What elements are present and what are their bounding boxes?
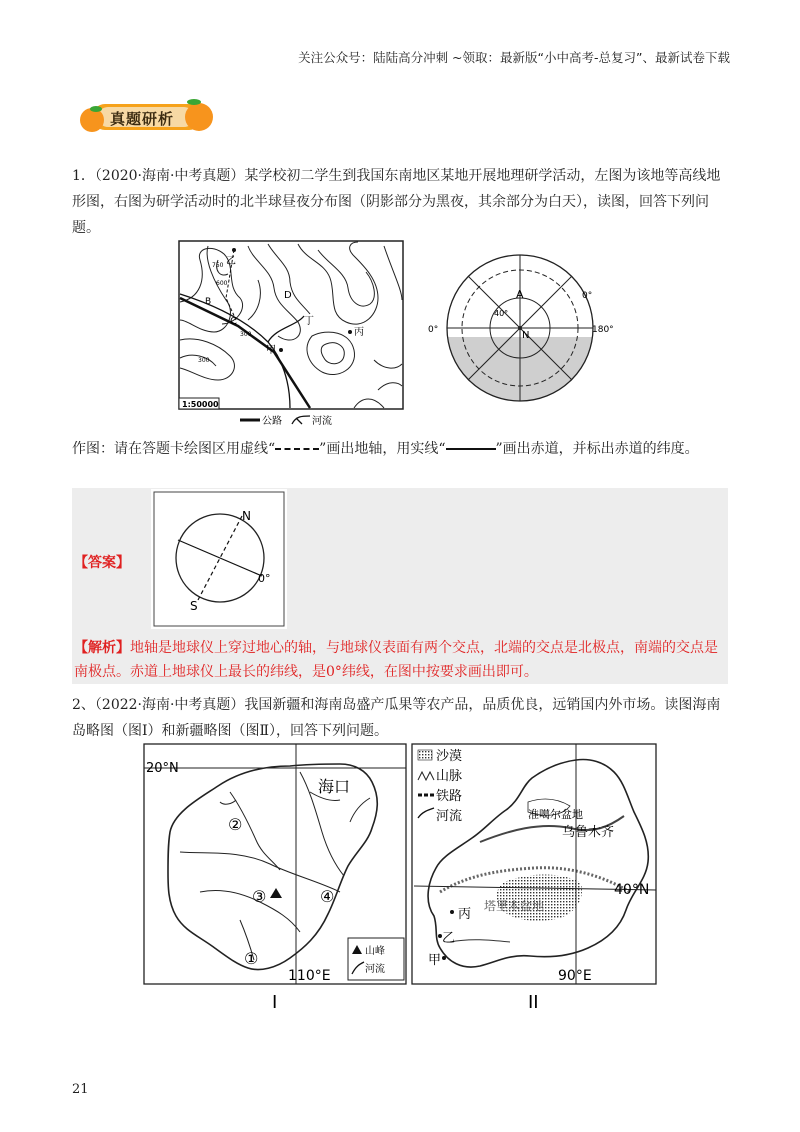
dashed-line-sample (275, 448, 319, 450)
polar-label-180: 180° (592, 325, 614, 335)
answer-label: 【答案】 (74, 555, 130, 571)
label-b: B (205, 297, 212, 307)
polar-label-n: N (522, 330, 530, 341)
hainan-lon-label: 110°E (288, 968, 331, 984)
region-4: ④ (320, 887, 335, 906)
question-1-text: 1．（2020·海南·中考真题）某学校初二学生到我国东南地区某地开展地理研学活动，左图为该地等高线地形图，右图为研学活动时的北半球昼夜分布图（阴影部分为黑夜，其余部分为白天），读图，回答下列问题。 (72, 168, 721, 236)
label-bing: 丙 (354, 327, 364, 338)
answer-label-0: 0° (258, 572, 271, 585)
legend-road-label: 公路 (262, 416, 282, 426)
night-area (444, 337, 604, 416)
task-text-2: ”画出地轴，用实线“ (319, 441, 446, 457)
region-3: ③ (252, 887, 267, 906)
legend-desert-label: 沙漠 (436, 749, 463, 764)
answer-label-n: N (242, 509, 251, 523)
legend-desert-icon (418, 750, 432, 760)
figure-1-caption: I (272, 992, 278, 1013)
label-jia: 甲 (266, 345, 276, 356)
legend-railway-label: 铁路 (436, 789, 463, 804)
legend-mountain-label: 山脉 (436, 769, 463, 784)
junggar-label: 准噶尔盆地 (528, 808, 583, 821)
task-text-1: 作图：请在答题卡绘图区用虚线“ (72, 441, 276, 457)
figure-2-caption: II (528, 992, 539, 1013)
haikou-label: 海口 (318, 777, 351, 796)
polar-day-night-map (424, 246, 614, 416)
label-300b: 300 (198, 357, 210, 364)
analysis-label: 【解析】 (74, 640, 130, 656)
analysis-body: 地轴是地球仪上穿过地心的轴，与地球仪表面有两个交点，北端的交点是北极点，南端的交点是南极点。赤道上地球仪上最长的纬线，是0°纬线，在图中按要求画出即可。 (74, 640, 718, 680)
legend-river-label-2: 河流 (436, 809, 463, 824)
orange-left-icon (78, 104, 108, 134)
label-yi: 乙 (226, 256, 236, 267)
legend-river-label-1: 河流 (365, 964, 385, 975)
polar-label-40: 40° (494, 309, 509, 318)
hainan-map (140, 742, 410, 1014)
legend-peak-label: 山峰 (365, 946, 385, 957)
xinjiang-lon-label: 90°E (558, 968, 592, 984)
analysis-text (74, 636, 728, 684)
legend-river-symbol (292, 416, 310, 424)
answer-label-s: S (190, 599, 198, 613)
xinjiang-map (410, 742, 658, 1014)
orange-right-icon (182, 96, 216, 132)
polar-label-0-left: 0° (428, 325, 439, 335)
page-number: 21 (72, 1082, 89, 1097)
question-2-text: 2、（2022·海南·中考真题）我国新疆和海南岛盛产瓜果等农产品，品质优良，远销国内外市场。读图海南岛略图（图Ⅰ）和新疆略图（图Ⅱ），回答下列问题。 (72, 697, 721, 739)
tarim-label: 塔里木盆地 (484, 899, 545, 913)
polar-label-a: A (516, 288, 524, 301)
legend-river-label: 河流 (312, 416, 332, 426)
region-1: ① (244, 949, 259, 968)
contour-map (178, 240, 414, 426)
label-c: C (230, 316, 237, 327)
task-text-3: ”画出赤道，并标出赤道的纬度。 (495, 441, 699, 457)
polar-label-0-top: 0° (582, 291, 593, 301)
map-scale: 1:50000 (182, 400, 219, 409)
region-2: ② (228, 815, 243, 834)
label-600: 600 (216, 280, 228, 287)
hainan-lat-label: 20°N (146, 761, 179, 776)
place-jia: 甲 (428, 953, 442, 968)
solid-line-sample (446, 448, 496, 450)
label-d: D (284, 290, 292, 301)
place-bing: 丙 (458, 907, 472, 922)
urumqi-label: 乌鲁木齐 (562, 825, 615, 840)
xinjiang-lat-label: 40°N (614, 882, 650, 898)
label-ding: 丁 (304, 316, 314, 327)
place-yi: 乙 (442, 931, 456, 946)
page-header: 关注公众号：陆陆高分冲刺 ~领取：最新版“小中高考-总复习”、最新试卷下载 (298, 50, 730, 65)
section-banner (78, 96, 213, 138)
question-1-task (72, 436, 728, 462)
label-750: 750 (212, 262, 224, 269)
label-300a: 300 (240, 331, 252, 338)
banner-title: 真题研析 (110, 110, 175, 128)
answer-figure (150, 488, 288, 630)
